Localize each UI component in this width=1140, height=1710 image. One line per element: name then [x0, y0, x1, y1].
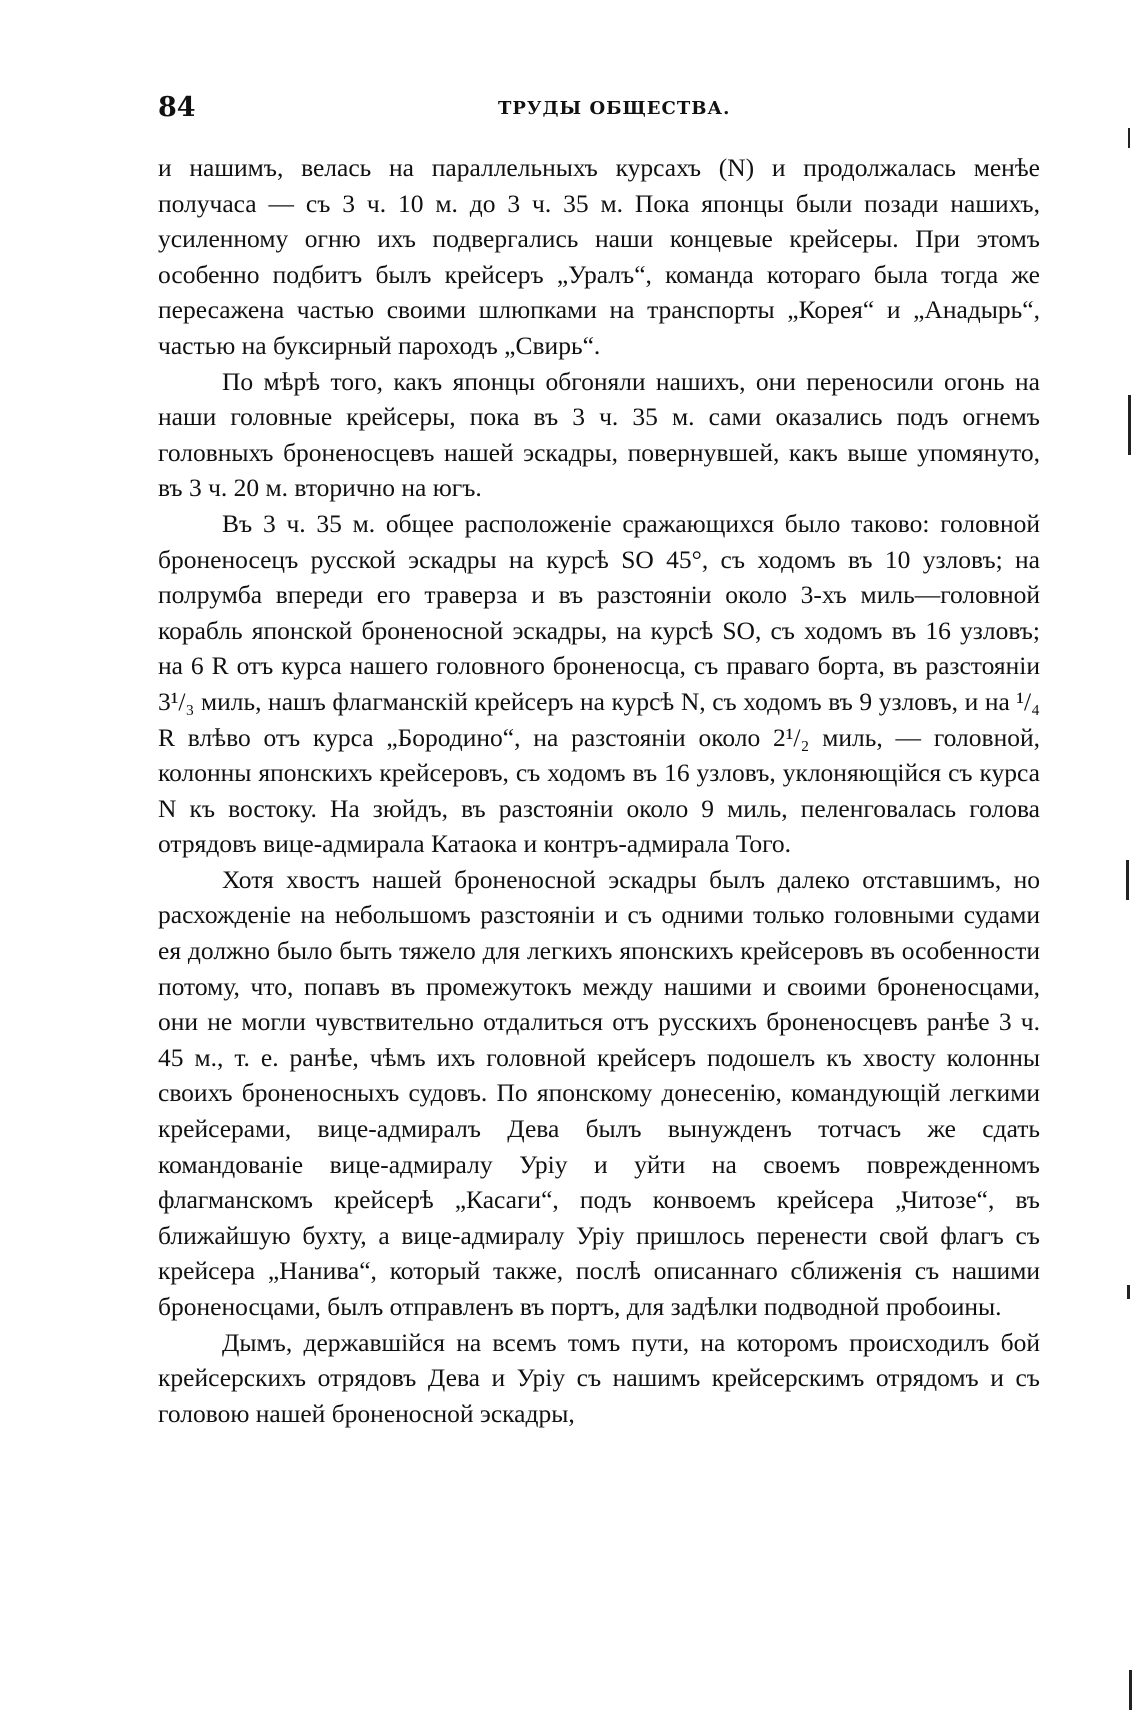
scan-edge-mark: [1127, 1285, 1130, 1299]
scan-edge-mark: [1126, 860, 1129, 900]
running-title: ТРУДЫ ОБЩЕСТВА.: [498, 98, 731, 119]
paragraph: Въ 3 ч. 35 м. общее расположеніе сражающихся было таково: головной броненосецъ русской эскадры на курсѣ SO 45°, съ ходомъ въ 10 узловъ; на полрумба впереди его траверза и въ разстояніи около 3-хъ миль—головной корабль японской броненосной эскадры, на курсѣ SO, съ ходомъ въ 16 узловъ; на 6 R отъ курса нашего головного броненосца, съ праваго борта, въ разстояніи 3¹/₃ миль, нашъ флагманскій крейсеръ на курсѣ N, съ ходомъ въ 9 узловъ, и на ¹/₄ R влѣво отъ курса „Бородино“, на разстояніи около 2¹/₂ миль, — головной, колонны японскихъ крейсеровъ, съ ходомъ въ 16 узловъ, уклоняющійся съ курса N къ востоку. На зюйдъ, въ разстояніи около 9 миль, пеленговалась голова отрядовъ вице-адмирала Катаока и контръ-адмирала Того.: [158, 508, 1040, 859]
paragraph-continuation: и нашимъ, велась на параллельныхъ курсахъ (N) и продолжалась менѣе получаса — съ 3 ч. 10 м. до 3 ч. 35 м. Пока японцы были позади нашихъ, усиленному огню ихъ подвергались наши концевые крейсеры. При этомъ особенно подбитъ былъ крейсеръ „Уралъ“, команда котораго была тогда же пересажена частью своими шлюпками на транспорты „Корея“ и „Анадырь“, частью на буксирный пароходъ „Свирь“.: [158, 153, 1040, 360]
paragraph: Хотя хвостъ нашей броненосной эскадры былъ далеко отставшимъ, но расхожденіе на небольшомъ разстояніи и съ одними только головными судами ея должно было быть тяжело для легкихъ японскихъ крейсеровъ въ особенности потому, что, попавъ въ промежутокъ между нашими и своими броненосцами, они не могли чувствительно отдалиться отъ русскихъ броненосцевъ ранѣе 3 ч. 45 м., т. е. ранѣе, чѣмъ ихъ головной крейсеръ подошелъ къ хвосту колонны своихъ броненосныхъ судовъ. По японскому донесенію, командующій легкими крейсерами, вице-адмиралъ Дева былъ вынужденъ тотчасъ же сдать командованіе вице-адмиралу Уріу и уйти на своемъ поврежденномъ флагманскомъ крейсерѣ „Касаги“, подъ конвоемъ крейсера „Читозе“, въ ближайшую бухту, а вице-адмиралу Уріу пришлось перенести свой флагъ съ крейсера „Нанива“, который также, послѣ описаннаго сближенія съ нашими броненосцами, былъ отправленъ въ портъ, для задѣлки подводной пробоины.: [158, 864, 1040, 1321]
scan-edge-mark: [1128, 395, 1131, 455]
page-number: 84: [158, 92, 196, 123]
scan-edge-mark: [1128, 128, 1130, 148]
page-header: [158, 92, 1028, 132]
body-text: [158, 150, 1040, 1431]
paragraph: Дымъ, державшійся на всемъ томъ пути, на которомъ происходилъ бой крейсерскихъ отрядовъ Дева и Уріу съ нашимъ крейсерскимъ отрядомъ и съ головою нашей броненосной эскадры,: [158, 1327, 1040, 1428]
scan-edge-mark: [1129, 1670, 1132, 1710]
paragraph: По мѣрѣ того, какъ японцы обгоняли нашихъ, они переносили огонь на наши головные крейсеры, пока въ 3 ч. 35 м. сами оказались подъ огнемъ головныхъ броненосцевъ нашей эскадры, повернувшей, какъ выше упомянуто, въ 3 ч. 20 м. вторично на югъ.: [158, 366, 1040, 503]
